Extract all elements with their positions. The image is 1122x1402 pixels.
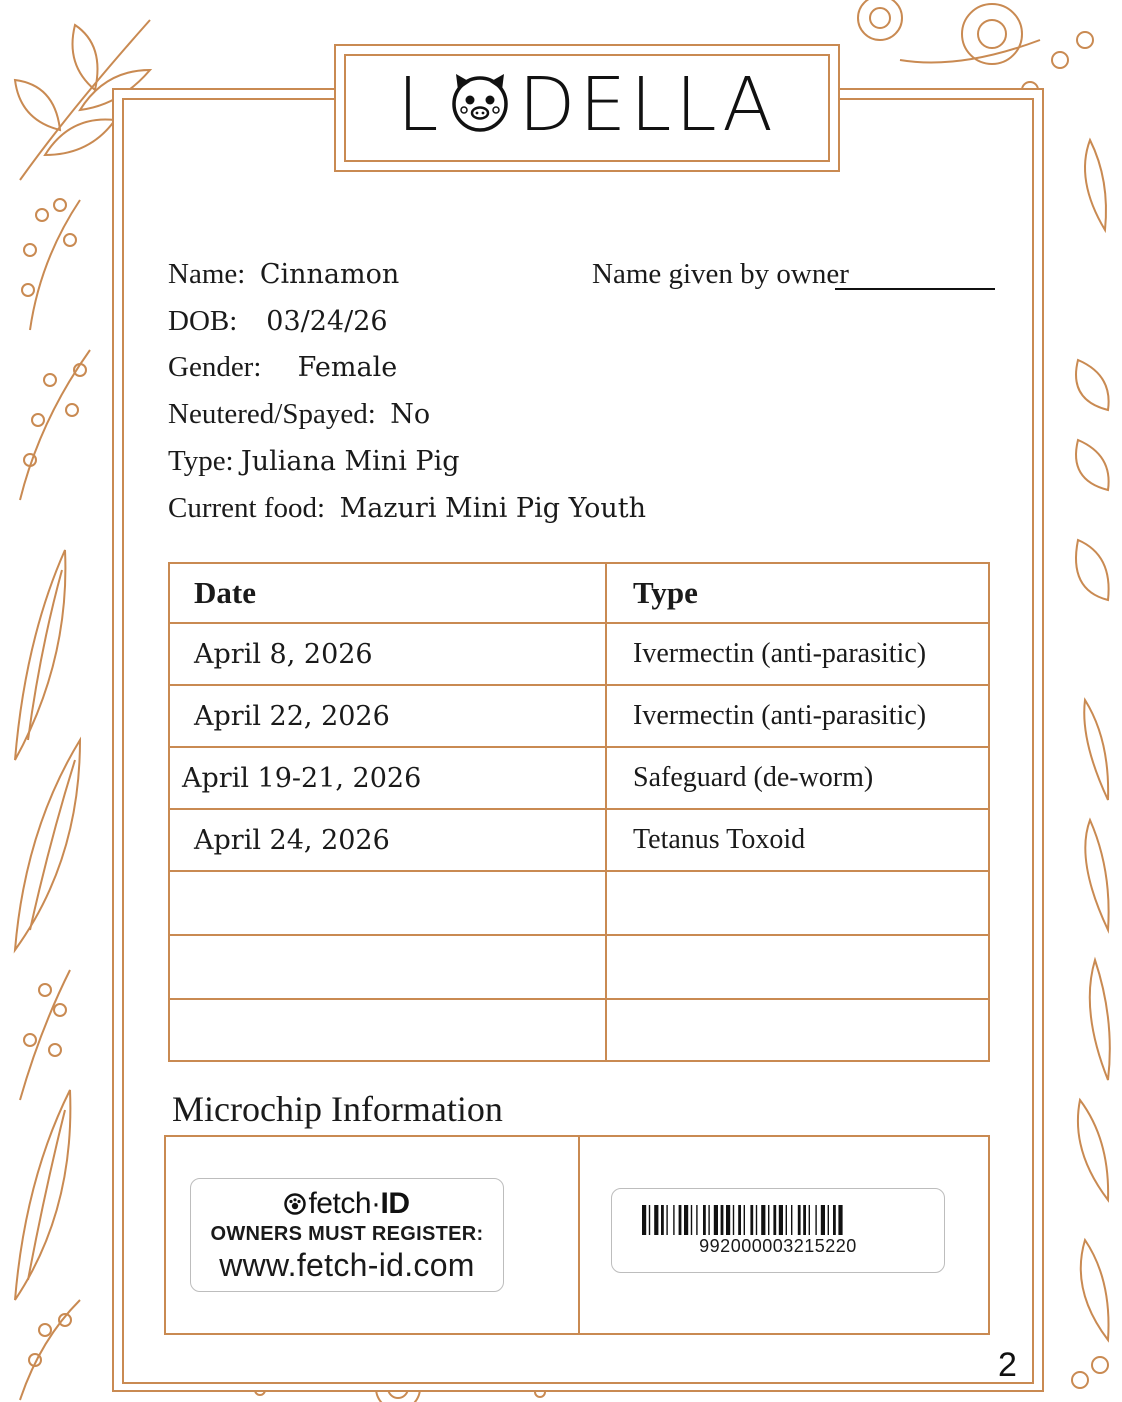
table-row xyxy=(169,809,989,871)
barcode-bar xyxy=(761,1205,765,1235)
brand-logo xyxy=(336,62,838,148)
name-row xyxy=(168,258,399,291)
row-type[interactable] xyxy=(606,999,989,1061)
row-type[interactable] xyxy=(606,871,989,935)
barcode-bar xyxy=(738,1205,741,1235)
row-date[interactable] xyxy=(169,999,606,1061)
neutered-value: No xyxy=(390,399,431,430)
barcode-bar xyxy=(833,1205,836,1235)
barcode-bar xyxy=(661,1205,664,1235)
barcode-bar xyxy=(649,1205,650,1235)
barcode-bar xyxy=(756,1205,757,1235)
row-type[interactable] xyxy=(606,935,989,999)
barcode-bar xyxy=(642,1205,646,1235)
barcode-bar xyxy=(779,1205,783,1235)
gender-value: Female xyxy=(297,352,398,383)
barcode-bar xyxy=(786,1205,787,1235)
register-notice: OWNERS MUST REGISTER: xyxy=(210,1223,484,1245)
fetch-id-brand: fetch·ID xyxy=(191,1189,503,1219)
barcode-bar xyxy=(798,1205,801,1235)
barcode-bar xyxy=(721,1205,724,1235)
barcode-bar xyxy=(828,1205,829,1235)
row-date: April 22, 2026 xyxy=(169,685,606,747)
date-column-header: Date xyxy=(169,563,606,623)
table-row-empty xyxy=(169,999,989,1061)
treatment-table xyxy=(168,562,990,1062)
microchip-box-divider xyxy=(578,1137,580,1333)
type-label: Type: xyxy=(168,445,234,477)
registration-url[interactable]: www.fetch-id.com xyxy=(219,1247,475,1283)
paw-badge-icon xyxy=(284,1193,306,1215)
barcode-bar xyxy=(726,1205,730,1235)
dob-row xyxy=(168,305,388,338)
row-type: Ivermectin (anti-parasitic) xyxy=(606,623,989,685)
row-type: Safeguard (de-worm) xyxy=(606,747,989,809)
food-row xyxy=(168,492,646,525)
microchip-barcode-tag xyxy=(611,1188,945,1273)
row-date[interactable] xyxy=(169,871,606,935)
barcode-bar xyxy=(673,1205,674,1235)
logo-letter-l: L xyxy=(397,62,443,148)
dob-label: DOB: xyxy=(168,305,238,337)
barcode-bar xyxy=(684,1205,688,1235)
food-value: Mazuri Mini Pig Youth xyxy=(339,493,646,524)
table-row xyxy=(169,623,989,685)
microchip-section-title: Microchip Information xyxy=(172,1089,503,1129)
food-label: Current food: xyxy=(168,492,326,524)
barcode-bar xyxy=(744,1205,745,1235)
fetch-brand-bold: ID xyxy=(380,1187,410,1220)
table-row xyxy=(169,747,989,809)
owner-name-field-line[interactable] xyxy=(835,288,995,290)
barcode-bar xyxy=(821,1205,825,1235)
microchip-number: 992000003215220 xyxy=(699,1236,857,1256)
dob-value: 03/24/26 xyxy=(266,306,388,337)
fetch-id-tag xyxy=(190,1178,504,1292)
barcode-bar xyxy=(803,1205,806,1235)
neutered-row xyxy=(168,398,430,431)
type-value: Juliana Mini Pig xyxy=(240,446,460,477)
name-value: Cinnamon xyxy=(259,259,400,290)
row-date: April 24, 2026 xyxy=(169,809,606,871)
row-date: April 19-21, 2026 xyxy=(169,747,606,809)
barcode-bar xyxy=(838,1205,842,1235)
barcode-bar xyxy=(815,1205,816,1235)
table-row xyxy=(169,685,989,747)
row-type: Tetanus Toxoid xyxy=(606,809,989,871)
logo-letters-della: DELLA xyxy=(518,62,777,148)
table-header-row xyxy=(169,563,989,623)
type-column-header: Type xyxy=(606,563,989,623)
logo-banner xyxy=(334,44,840,172)
row-date: April 8, 2026 xyxy=(169,623,606,685)
gender-row xyxy=(168,351,397,384)
page-number: 2 xyxy=(998,1346,1017,1384)
gender-label: Gender: xyxy=(168,351,262,383)
barcode-bar xyxy=(773,1205,776,1235)
barcode-bar xyxy=(791,1205,792,1235)
row-date[interactable] xyxy=(169,935,606,999)
barcode-bar xyxy=(750,1205,753,1235)
barcode-bar xyxy=(768,1205,769,1235)
barcode-graphic xyxy=(642,1205,914,1235)
table-row-empty xyxy=(169,871,989,935)
table-row-empty xyxy=(169,935,989,999)
name-label: Name: xyxy=(168,258,246,290)
fetch-brand-light: fetch xyxy=(308,1187,372,1220)
barcode-bar xyxy=(691,1205,692,1235)
barcode-bar xyxy=(733,1205,734,1235)
pig-face-icon xyxy=(448,70,512,134)
barcode-bar xyxy=(714,1205,718,1235)
barcode-bar xyxy=(666,1205,667,1235)
barcode-bar xyxy=(696,1205,697,1235)
barcode-bar xyxy=(703,1205,706,1235)
barcode-bar xyxy=(809,1205,810,1235)
owner-name-label: Name given by owner xyxy=(592,258,849,290)
barcode-bar xyxy=(654,1205,658,1235)
barcode-bar xyxy=(679,1205,682,1235)
type-row xyxy=(168,445,460,478)
row-type: Ivermectin (anti-parasitic) xyxy=(606,685,989,747)
barcode-bar xyxy=(708,1205,709,1235)
neutered-label: Neutered/Spayed: xyxy=(168,398,376,430)
